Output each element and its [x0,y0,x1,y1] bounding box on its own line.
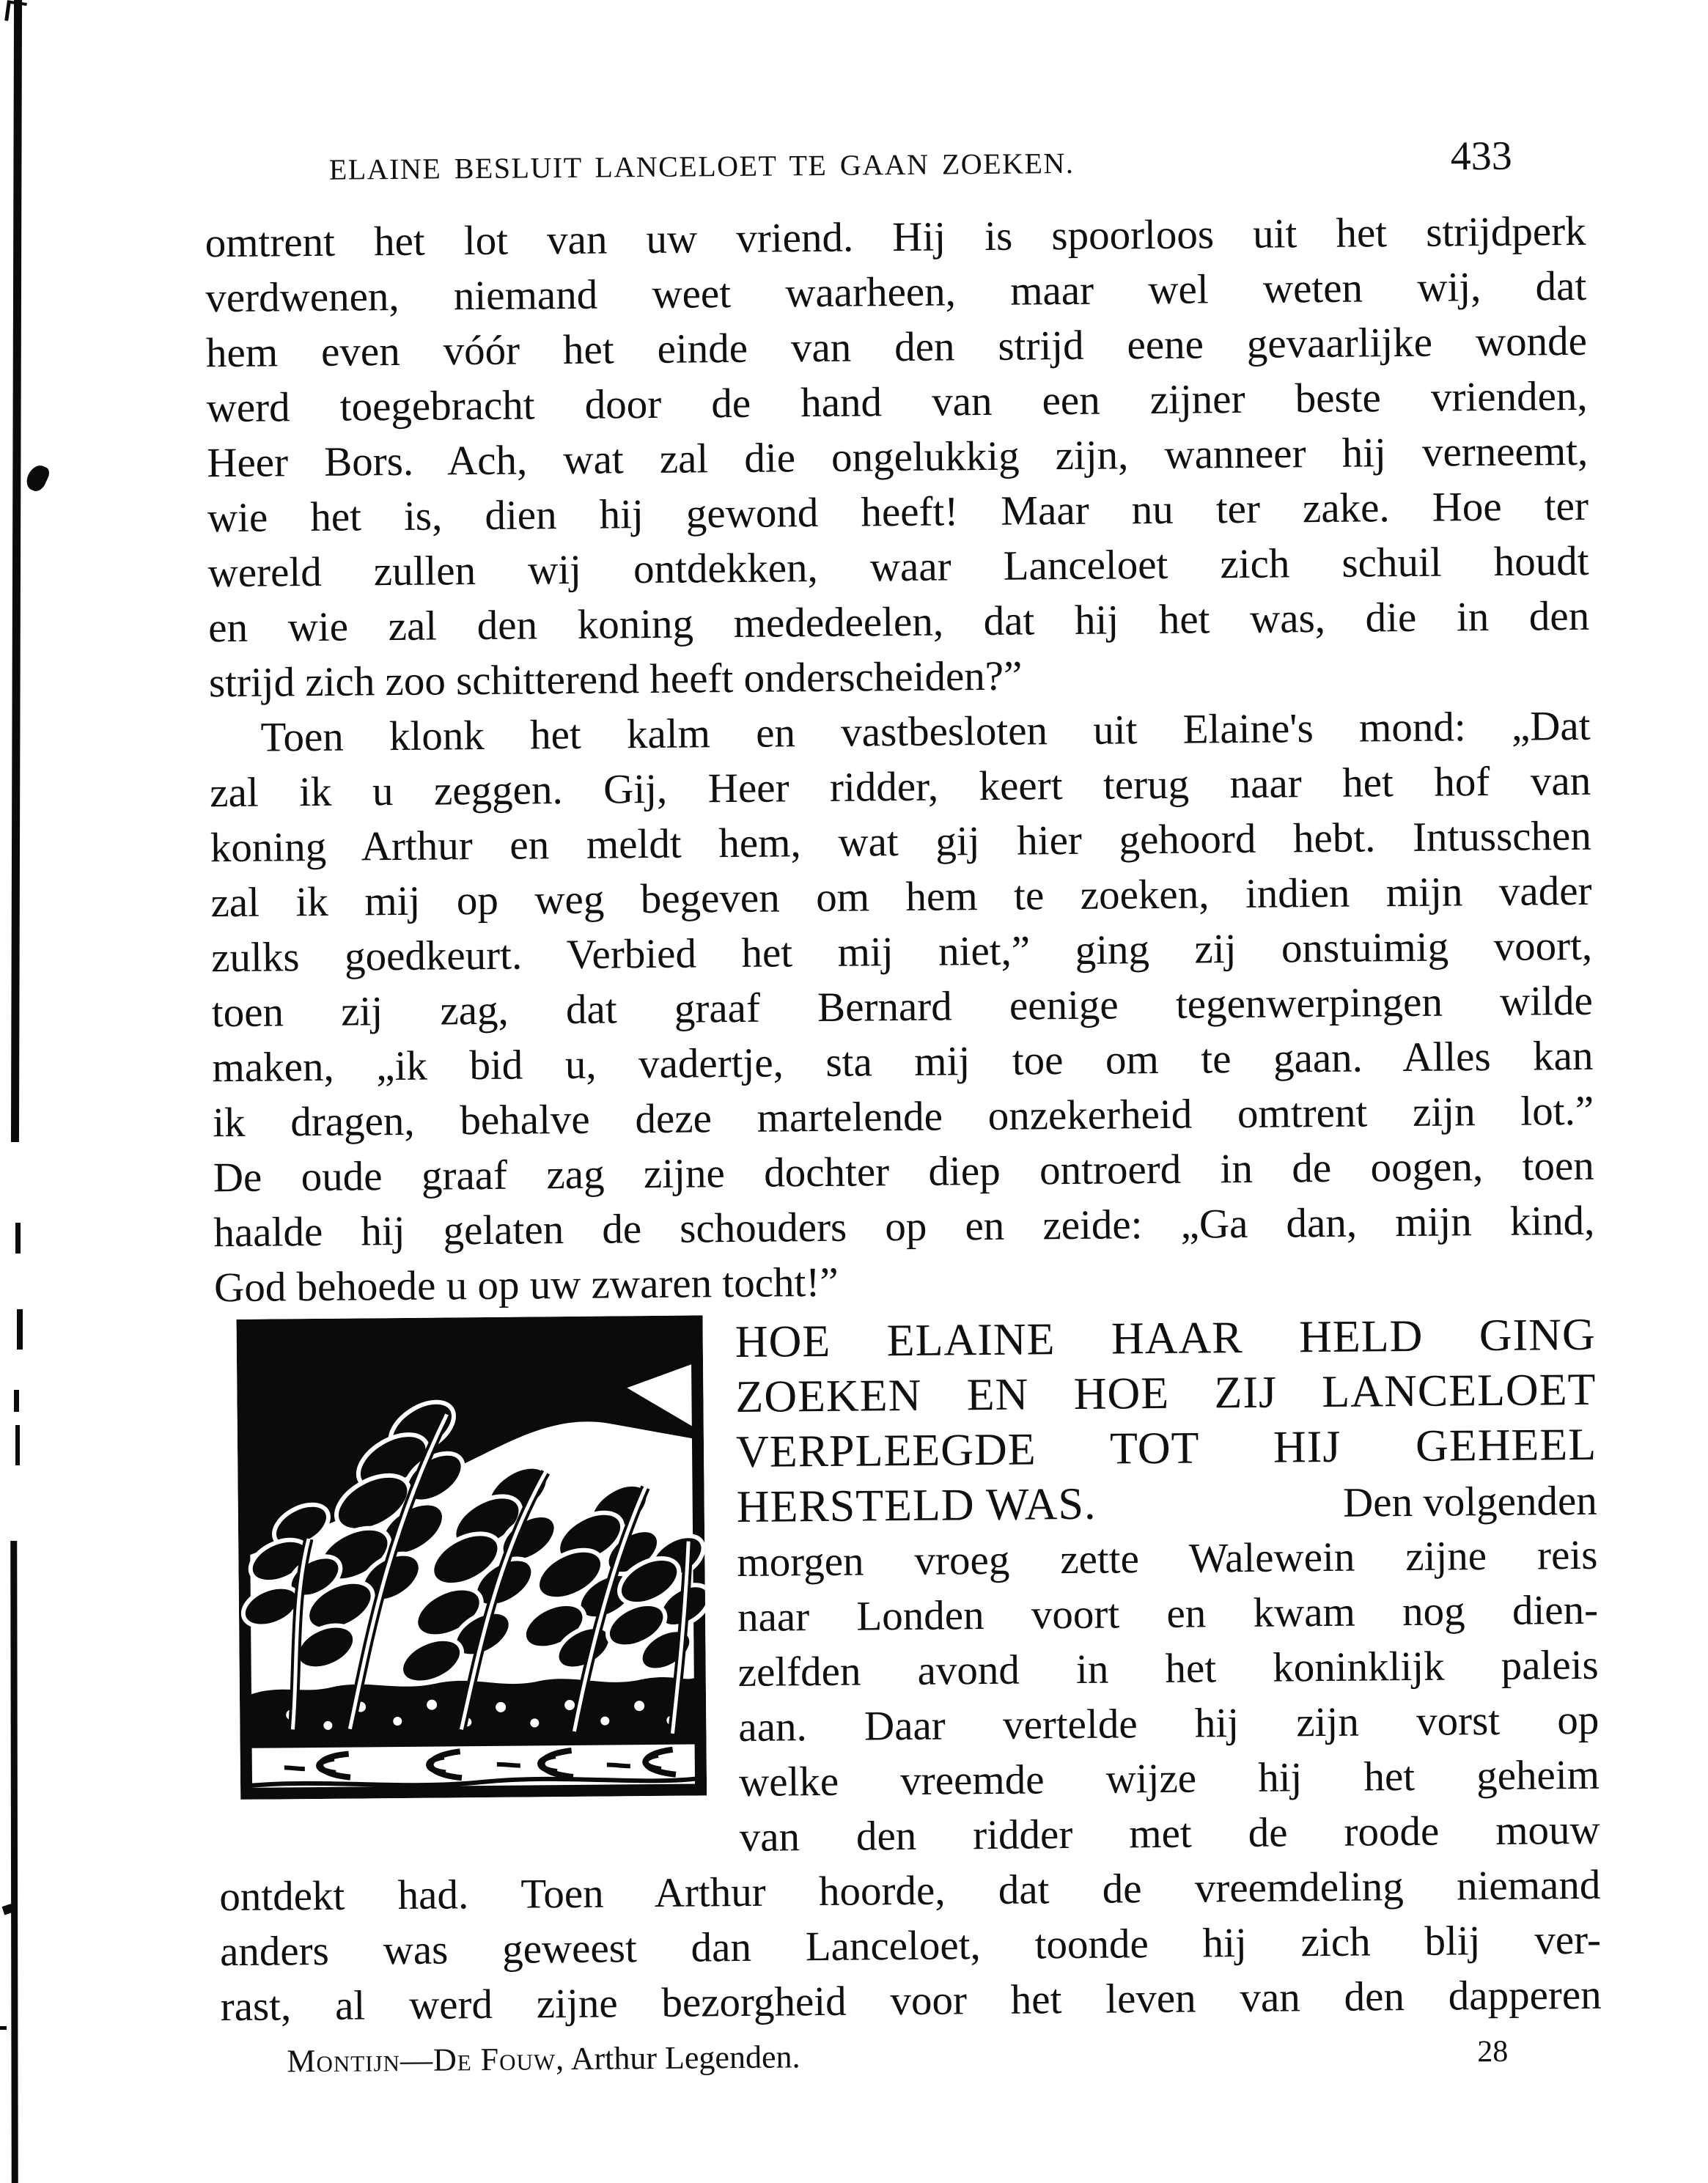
text-line: naar Londen voort en kwam nog dien- [737,1586,1599,1641]
text-line: anders was geweest dan Lanceloet, toonde hij zich blij ver- [219,1916,1602,1976]
text-line: rast, al werd zijne bezorgheid voor het leven van den dapperen [220,1971,1602,2031]
text-line: zal ik mij op weg begeven om hem te zoeken, indien mijn vader [210,867,1592,927]
text-line: omtrent het lot van uw vriend. Hij is spoorloos uit het strijdperk [205,207,1586,267]
imprint-credit [287,2038,800,2080]
text-line: toen zij zag, dat graaf Bernard eenige tegenwerpingen wilde [211,977,1594,1037]
text-line: koning Arthur en meldt hem, wat gij hier gehoord hebt. Intusschen [210,812,1592,872]
paragraph [205,204,1590,710]
text-line: zulks goedkeurt. Verbied het mij niet,” ging zij onstuimig voort, [210,922,1593,982]
ink-speck [17,1309,23,1350]
text-line: De oude graaf zag zijne dochter diep ontroerd in de oogen, toen [213,1142,1595,1201]
text-line: hem even vóór het einde van den strijd eene gevaarlijke wonde [205,317,1588,377]
imprint-title: Arthur Legenden. [570,2039,800,2077]
text-line: strijd zich zoo schitterend heeft onderscheiden?” [208,652,1023,707]
text-line: wie het is, dien hij gewond heeft! Maar nu ter zake. Hoe ter [207,482,1589,542]
running-title: ELAINE BESLUIT LANCELOET TE GAAN ZOEKEN. [328,146,1075,186]
text-run: Den volgenden [1342,1477,1598,1526]
text-line: en wie zal den koning mededeelen, dat hij het was, die in den [207,592,1590,652]
section-heading-line: VERPLEEGDE TOT HIJ GEHEEL [735,1419,1597,1478]
illustrated-section [215,1308,1600,1869]
ink-speck [15,1223,21,1254]
paragraph [219,1858,1602,2034]
section-heading-line: HOE ELAINE HAAR HELD GING [735,1309,1597,1368]
text-line: haalde hij gelaten de schouders op en zeide: „Ga dan, mijn kind, [213,1197,1595,1256]
section-heading-line [736,1473,1597,1535]
windblown-trees-image [237,1315,707,1800]
text-line: van den ridder met de roode mouw [739,1806,1600,1860]
text-line: ontdekt had. Toen Arthur hoorde, dat de vreemdeling niemand [219,1861,1601,1921]
text-line: Heer Bors. Ach, wat zal die ongelukkig zijn, wanneer hij verneemt, [207,427,1589,487]
binding-shadow-line [10,1541,18,2183]
text-line: werd toegebracht door de hand van een zijner beste vrienden, [206,372,1588,432]
section-heading-tail: HERSTELD WAS. [736,1479,1097,1533]
text-line: aan. Daar vertelde hij zijn vorst op [738,1696,1600,1751]
text-line: Toen klonk het kalm en vastbesloten uit Elaine's mond: „Dat [260,702,1591,761]
signature-number: 28 [1477,2034,1509,2069]
text-line: zal ik u zeggen. Gij, Heer ridder, keert terug naar het hof van [209,757,1591,817]
page-footer [221,2031,1602,2080]
binding-shadow-line [11,0,22,1142]
text-line: God behoede u op uw zwaren tocht!” [213,1259,839,1311]
text-line: zelfden avond in het koninklijk paleis [737,1641,1599,1696]
section-heading-line: ZOEKEN EN HOE ZIJ LANCELOET [735,1364,1597,1423]
ink-speck [14,1390,19,1412]
ink-speck [0,2026,7,2030]
text-line: verdwenen, niemand weet waarheen, maar wel weten wij, dat [205,262,1587,322]
text-line: morgen vroeg zette Walewein zijne reis [737,1531,1598,1586]
running-header [205,132,1586,189]
imprint-author: Montijn—De Fouw, [287,2041,565,2080]
section-text-column [735,1308,1600,1865]
ink-speck [15,1425,20,1465]
page-content [205,132,1602,2080]
text-line: wereld zullen wij ontdekken, waar Lanceloet zich schuil houdt [207,537,1589,597]
text-line: welke vreemde wijze hij het geheim [738,1751,1600,1805]
page-number: 433 [1450,133,1512,180]
woodcut-illustration [237,1315,707,1800]
text-line: ik dragen, behalve deze martelende onzekerheid omtrent zijn lot.” [212,1087,1594,1146]
text-line: maken, „ik bid u, vadertje, sta mij toe om te gaan. Alles kan [212,1032,1594,1092]
ink-speck [23,462,51,493]
paragraph [209,699,1595,1315]
ink-speck [4,0,27,23]
